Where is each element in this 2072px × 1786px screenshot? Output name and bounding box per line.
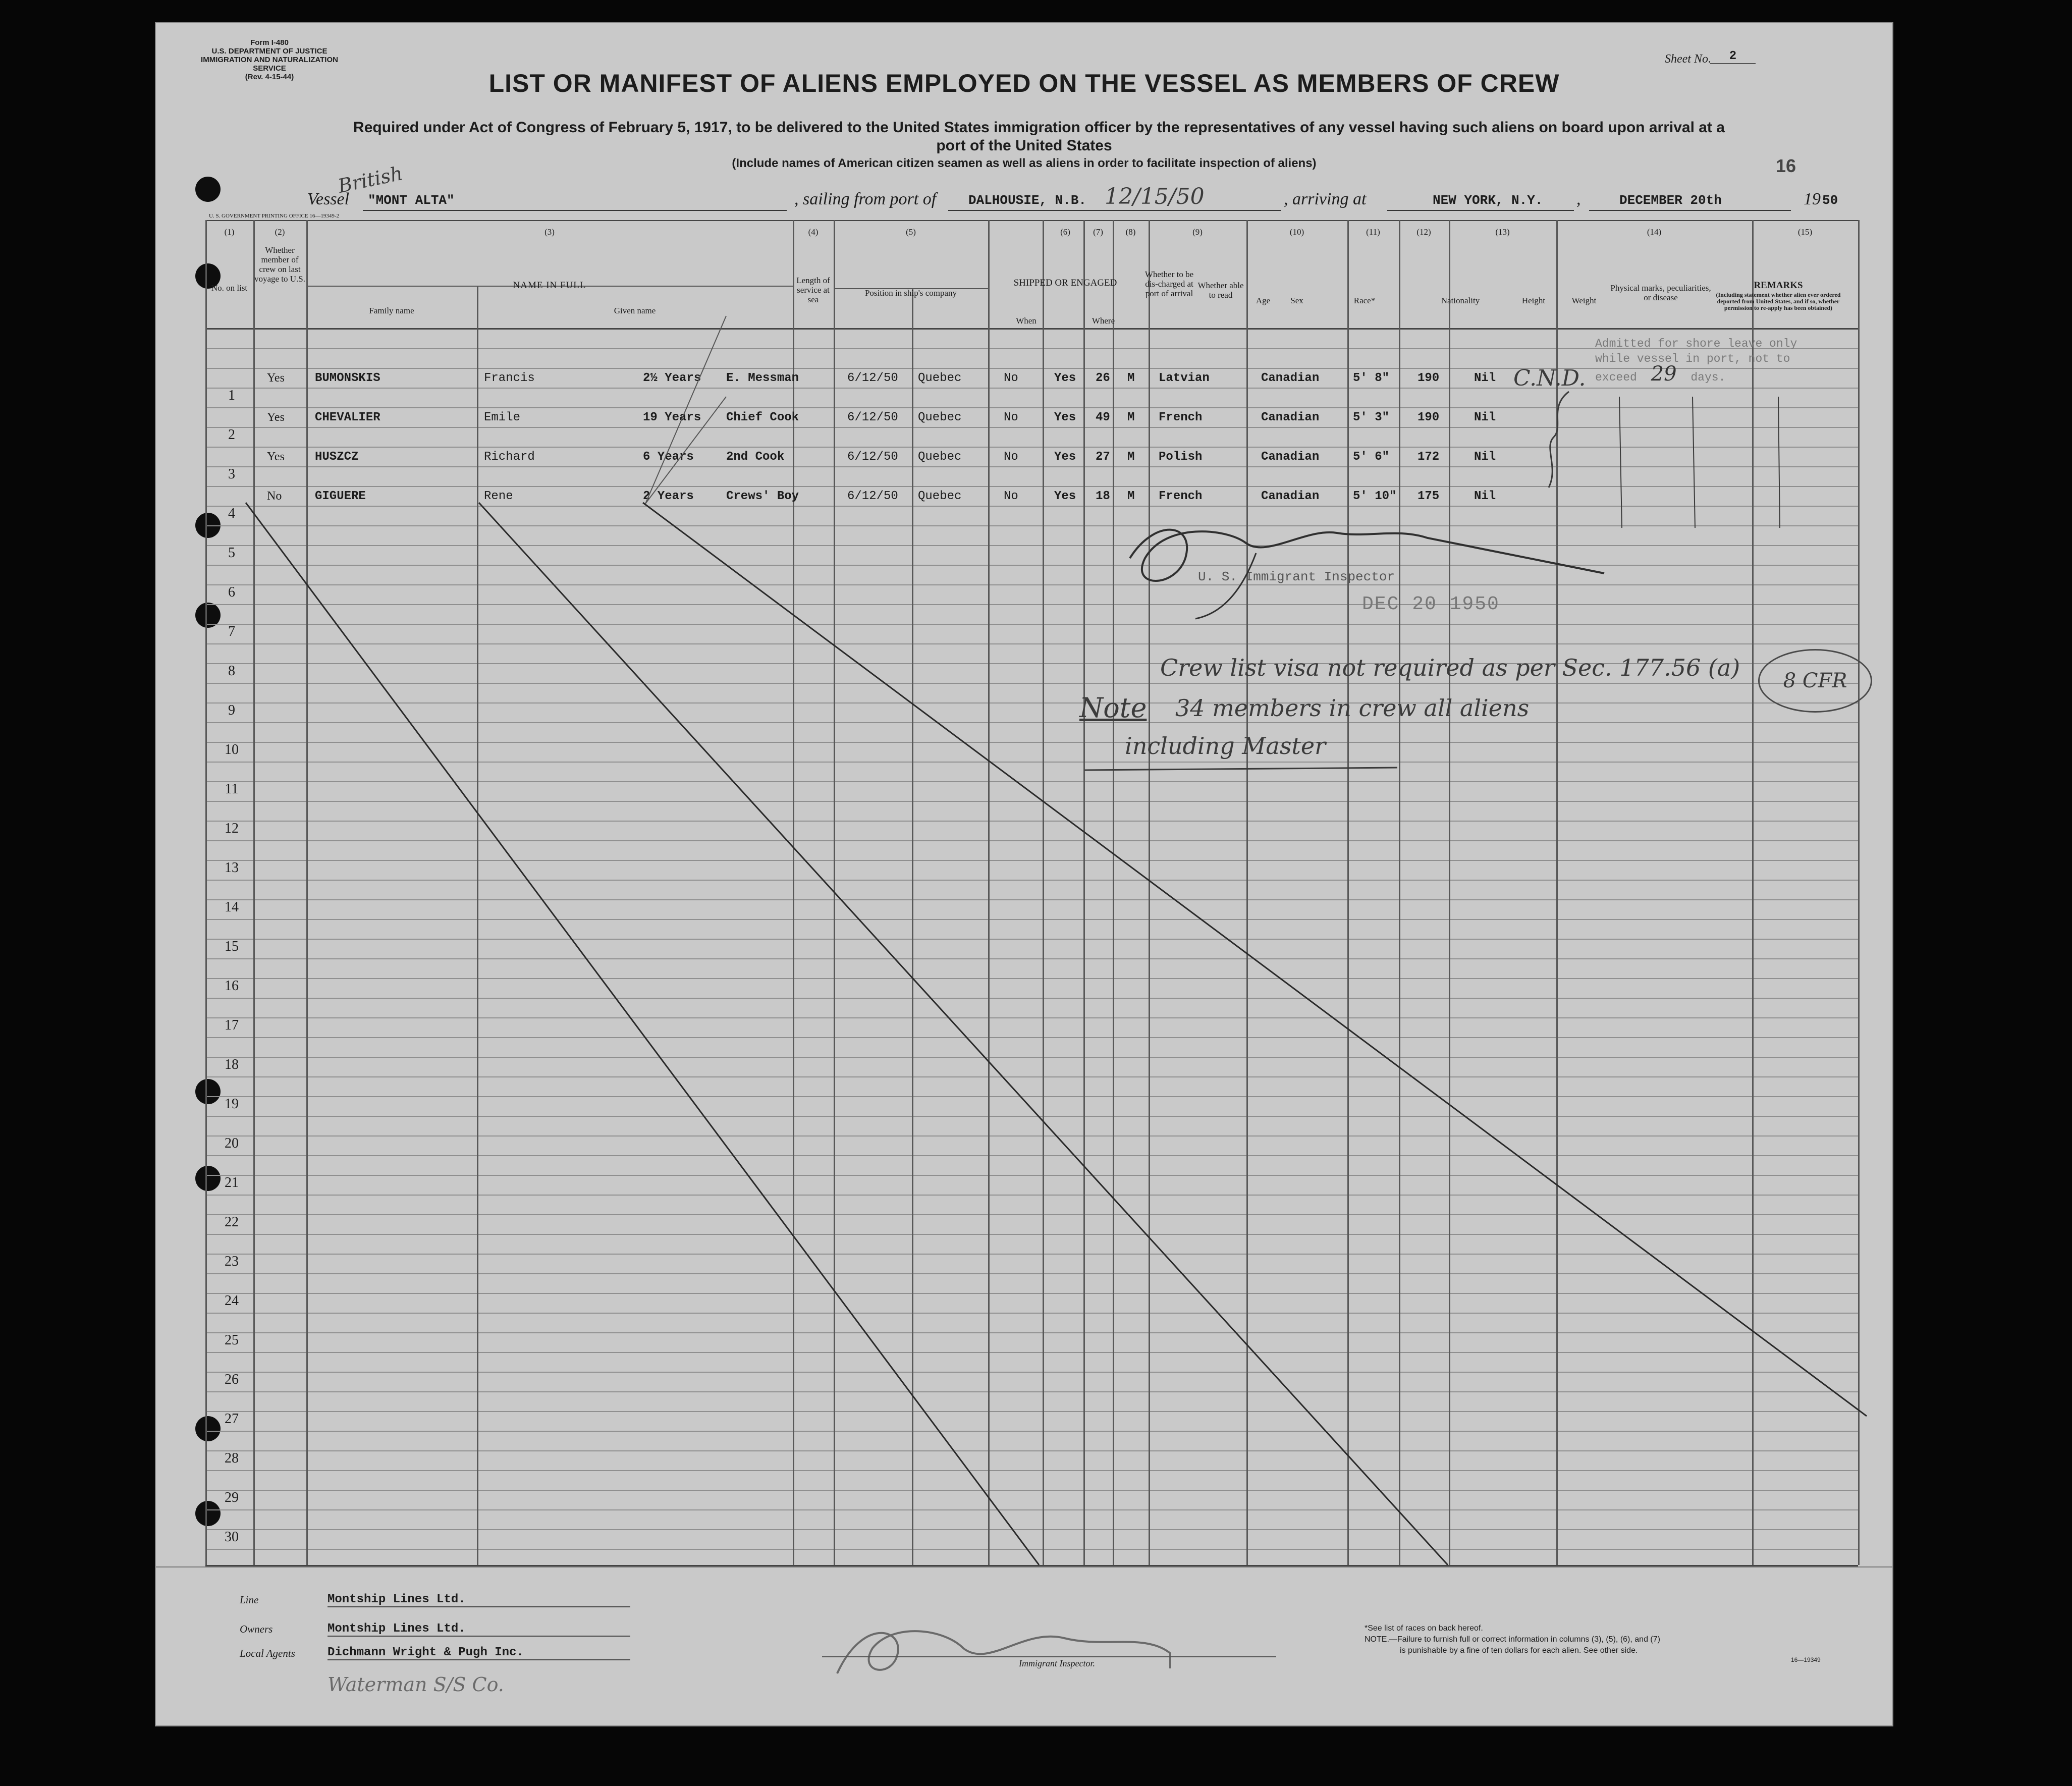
- age: 27: [1096, 450, 1110, 464]
- vessel-label: Vessel: [307, 190, 350, 208]
- shipped-where: Quebec: [918, 411, 962, 424]
- agents-handwritten: Waterman S/S Co.: [328, 1673, 504, 1696]
- col-head-nationality: Nationality: [1441, 296, 1480, 305]
- given-name: Francis: [484, 371, 535, 385]
- row-number: 27: [225, 1411, 239, 1427]
- manifest-sheet: [155, 22, 1893, 1726]
- row-number: 10: [225, 742, 239, 757]
- row-number: 15: [225, 939, 239, 954]
- form-number: Form I-480: [250, 38, 289, 47]
- stamp-exceed: exceed: [1595, 371, 1637, 384]
- given-name: Richard: [484, 450, 535, 464]
- col-num-1: (1): [224, 227, 235, 237]
- row-number: 25: [225, 1332, 239, 1348]
- note-line2: is punishable by a fine of ten dollars for each alien. See other side.: [1400, 1646, 1638, 1655]
- col-num-7: (7): [1093, 227, 1103, 237]
- sailing-label: , sailing from port of: [794, 190, 937, 208]
- local-agents-value: Dichmann Wright & Pugh Inc.: [328, 1646, 630, 1660]
- row-number: 21: [225, 1175, 239, 1190]
- race: French: [1159, 490, 1203, 503]
- col-head-shipped-or-engaged: SHIPPED OR ENGAGED: [1013, 278, 1117, 288]
- row-number: 12: [225, 821, 239, 836]
- bracket-mark: [1549, 392, 1569, 488]
- row-number: 23: [225, 1254, 239, 1269]
- length-of-service: 2 Years: [643, 490, 694, 503]
- col-head-able-to-read: Whether able to read: [1197, 281, 1244, 300]
- inspector-label: Immigrant Inspector.: [1019, 1658, 1095, 1668]
- nationality: Canadian: [1261, 490, 1320, 503]
- row-number: 7: [228, 624, 235, 639]
- physical-marks: Nil: [1474, 371, 1496, 385]
- sailing-port: DALHOUSIE, N.B.: [968, 193, 1087, 208]
- inspector-stamp-date: DEC 20 1950: [1362, 593, 1500, 615]
- last-voyage: Yes: [267, 411, 285, 424]
- row-number: 17: [225, 1017, 239, 1033]
- row-number: 6: [228, 584, 235, 600]
- vessel-name: "MONT ALTA": [368, 193, 455, 208]
- stamp-days: days.: [1691, 371, 1726, 384]
- row-number: 24: [225, 1293, 239, 1309]
- col-head-remarks-note: (Including statement whether alien ever ordered deported from United States, and if so, whether permission to re-apply has been obtained): [1716, 291, 1841, 311]
- inspector-signature-line: [822, 1656, 1276, 1657]
- ditto-mark: [645, 316, 726, 504]
- row-number: 18: [225, 1057, 239, 1072]
- age: 18: [1096, 490, 1110, 503]
- row-number: 20: [225, 1135, 239, 1151]
- race: French: [1159, 411, 1203, 424]
- age: 49: [1096, 411, 1110, 424]
- col-head-discharged: Whether to be dis-charged at port of arrival: [1144, 269, 1194, 298]
- service: IMMIGRATION AND NATURALIZATION SERVICE: [201, 56, 338, 73]
- stamp-line1: Admitted for shore leave only: [1595, 337, 1797, 350]
- sex: M: [1127, 411, 1135, 424]
- footer-divider: [156, 1566, 1892, 1567]
- col-head-age: Age: [1256, 296, 1271, 305]
- sex: M: [1127, 490, 1135, 503]
- discharged: No: [1004, 371, 1018, 385]
- owners-label: Owners: [240, 1623, 273, 1635]
- row-number: 14: [225, 899, 239, 915]
- col-num-8: (8): [1125, 227, 1136, 237]
- col-head-when: When: [1016, 316, 1037, 326]
- length-of-service: 6 Years: [643, 450, 694, 464]
- row-number: 1: [228, 388, 235, 403]
- stamp-days-handwritten: 29: [1651, 362, 1677, 386]
- shipped-when: 6/12/50: [847, 490, 898, 503]
- col-head-weight: Weight: [1571, 296, 1597, 305]
- pen-marks: [156, 23, 1892, 1725]
- remarks-code-handwritten: C.N.D.: [1513, 365, 1586, 391]
- row-number: 22: [225, 1214, 239, 1230]
- position: Crews' Boy: [726, 490, 799, 503]
- physical-marks: Nil: [1474, 450, 1496, 464]
- col-num-4: (4): [808, 227, 819, 237]
- row-number: 16: [225, 978, 239, 994]
- race: Latvian: [1159, 371, 1210, 385]
- col-num-3: (3): [544, 227, 555, 237]
- cfr-circle: 8 CFR: [1758, 649, 1872, 713]
- family-name: HUSZCZ: [315, 450, 359, 464]
- col-head-family-name: Family name: [369, 306, 414, 315]
- col-head-given-name: Given name: [614, 306, 656, 315]
- arriving-label: , arriving at: [1284, 190, 1367, 208]
- age: 26: [1096, 371, 1110, 385]
- subtitle-line1: Required under Act of Congress of February 5, 1917, to be delivered to the United States immigration officer by the representatives of any vessel having such aliens on board upon arrival at a: [353, 119, 1725, 136]
- race-note: *See list of races on back hereof.: [1365, 1624, 1483, 1633]
- col-head-no-on-list: No. on list: [211, 283, 248, 293]
- col-head-where: Where: [1092, 316, 1115, 326]
- nationality: Canadian: [1261, 450, 1320, 464]
- col-num-14: (14): [1647, 227, 1662, 237]
- line-value: Montship Lines Ltd.: [328, 1593, 630, 1607]
- discharged: No: [1004, 411, 1018, 424]
- manifest-title: LIST OR MANIFEST OF ALIENS EMPLOYED ON THE VESSEL AS MEMBERS OF CREW: [488, 69, 1560, 97]
- sheet-label: Sheet No.: [1665, 52, 1711, 66]
- able-to-read: Yes: [1054, 490, 1076, 503]
- row-number: 3: [228, 466, 235, 482]
- col-num-5: (5): [906, 227, 916, 237]
- given-name: Rene: [484, 490, 513, 503]
- cancel-line: [479, 503, 1448, 1565]
- col-head-position: Position in ship's company: [864, 288, 957, 298]
- note-line1: NOTE.—Failure to furnish full or correct information in columns (3), (5), (6), and (7): [1365, 1635, 1660, 1644]
- inspector-signature-mark: [1195, 553, 1256, 619]
- shipped-when: 6/12/50: [847, 411, 898, 424]
- given-name: Emile: [484, 411, 521, 424]
- row-number: 5: [228, 545, 235, 561]
- height: 5' 10": [1353, 490, 1397, 503]
- physical-marks: Nil: [1474, 490, 1496, 503]
- position: E. Messman: [726, 371, 799, 385]
- nationality: Canadian: [1261, 371, 1320, 385]
- note-line1: Crew list visa not required as per Sec. 177.56 (a): [1160, 654, 1740, 681]
- discharged: No: [1004, 450, 1018, 464]
- row-number: 8: [228, 663, 235, 679]
- height: 5' 3": [1353, 411, 1390, 424]
- col-head-last-voyage: Whether member of crew on last voyage to U.S.: [254, 245, 306, 284]
- family-name: CHEVALIER: [315, 411, 380, 424]
- col-num-10: (10): [1289, 227, 1304, 237]
- weight: 190: [1417, 411, 1440, 424]
- row-number: 2: [228, 427, 235, 443]
- able-to-read: Yes: [1054, 371, 1076, 385]
- race: Polish: [1159, 450, 1203, 464]
- sailing-date-handwritten: 12/15/50: [1105, 184, 1205, 209]
- note-label: Note: [1079, 692, 1147, 724]
- col-head-physical-marks: Physical marks, peculiarities, or disease: [1610, 283, 1711, 302]
- row-number: 9: [228, 702, 235, 718]
- col-head-height: Height: [1521, 296, 1546, 305]
- able-to-read: Yes: [1054, 411, 1076, 424]
- note-underline: [1084, 768, 1397, 770]
- cancel-line: [246, 503, 1039, 1565]
- row-number: 28: [225, 1450, 239, 1466]
- footer-signature-mark: [837, 1631, 1170, 1673]
- inspector-stamp-title: U. S. Immigrant Inspector: [1198, 569, 1395, 584]
- footer-code: 16—19349: [1791, 1656, 1821, 1663]
- able-to-read: Yes: [1054, 450, 1076, 464]
- department: U.S. DEPARTMENT OF JUSTICE: [211, 47, 328, 56]
- position: 2nd Cook: [726, 450, 785, 464]
- length-of-service: 19 Years: [643, 411, 701, 424]
- height: 5' 6": [1353, 450, 1390, 464]
- shipped-where: Quebec: [918, 371, 962, 385]
- family-name: BUMONSKIS: [315, 371, 380, 385]
- ditto-mark: [645, 397, 726, 504]
- footer-note: [1365, 1623, 1660, 1656]
- year-suffix: 50: [1822, 193, 1838, 208]
- row-number: 13: [225, 860, 239, 876]
- last-voyage: Yes: [267, 450, 285, 463]
- weight: 175: [1417, 490, 1440, 503]
- family-name: GIGUERE: [315, 490, 366, 503]
- weight: 190: [1417, 371, 1440, 385]
- col-head-name-in-full: NAME IN FULL: [513, 280, 586, 291]
- col-head-race: Race*: [1353, 296, 1376, 305]
- nationality: Canadian: [1261, 411, 1320, 424]
- sex: M: [1127, 371, 1135, 385]
- vessel-flag-handwritten: British: [336, 162, 405, 197]
- sheet-number: 2: [1710, 49, 1756, 64]
- inspector-signature-mark: [1130, 530, 1604, 581]
- sex: M: [1127, 450, 1135, 464]
- col-head-length-of-service: Length of service at sea: [796, 276, 830, 304]
- subtitle-line2: port of the United States: [936, 137, 1112, 154]
- page-number: 16: [1776, 155, 1796, 176]
- ditto-mark: [1693, 397, 1695, 528]
- owners-value: Montship Lines Ltd.: [328, 1622, 630, 1637]
- col-num-15: (15): [1797, 227, 1813, 237]
- arrival-comma: ,: [1576, 190, 1581, 208]
- note-line3: including Master: [1125, 732, 1326, 760]
- shipped-when: 6/12/50: [847, 450, 898, 464]
- row-number: 30: [225, 1529, 239, 1545]
- row-number: 4: [228, 506, 235, 521]
- col-num-6: (6): [1060, 227, 1070, 237]
- shipped-where: Quebec: [918, 490, 962, 503]
- local-agents-label: Local Agents: [240, 1647, 295, 1659]
- weight: 172: [1417, 450, 1440, 464]
- col-num-12: (12): [1416, 227, 1431, 237]
- col-num-13: (13): [1495, 227, 1510, 237]
- year-prefix: 19: [1804, 190, 1821, 208]
- row-number: 19: [225, 1096, 239, 1112]
- last-voyage: No: [267, 490, 282, 503]
- col-head-sex: Sex: [1290, 296, 1303, 305]
- row-number: 29: [225, 1490, 239, 1505]
- shipped-when: 6/12/50: [847, 371, 898, 385]
- ditto-mark: [1778, 397, 1780, 528]
- line-label: Line: [240, 1594, 259, 1606]
- col-head-remarks: REMARKS: [1754, 280, 1803, 291]
- stamp-line2: while vessel in port, not to: [1595, 352, 1790, 365]
- last-voyage: Yes: [267, 371, 285, 385]
- col-num-2: (2): [275, 227, 285, 237]
- height: 5' 8": [1353, 371, 1390, 385]
- ditto-mark: [1619, 397, 1622, 528]
- discharged: No: [1004, 490, 1018, 503]
- arrival-date: DECEMBER 20th: [1619, 193, 1722, 208]
- col-num-11: (11): [1366, 227, 1380, 237]
- position: Chief Cook: [726, 411, 799, 424]
- shipped-where: Quebec: [918, 450, 962, 464]
- note-line2: 34 members in crew all aliens: [1175, 694, 1530, 722]
- subtitle-note: (Include names of American citizen seamen as well as aliens in order to facilitate inspection of aliens): [732, 156, 1317, 170]
- row-number: 26: [225, 1372, 239, 1387]
- revision: (Rev. 4-15-44): [245, 73, 294, 81]
- length-of-service: 2½ Years: [643, 371, 701, 385]
- row-number: 11: [225, 781, 239, 797]
- arrival-port: NEW YORK, N.Y.: [1433, 193, 1543, 208]
- col-num-9: (9): [1192, 227, 1203, 237]
- physical-marks: Nil: [1474, 411, 1496, 424]
- printing-office-line: U. S. GOVERNMENT PRINTING OFFICE 16—19349-2: [209, 213, 340, 219]
